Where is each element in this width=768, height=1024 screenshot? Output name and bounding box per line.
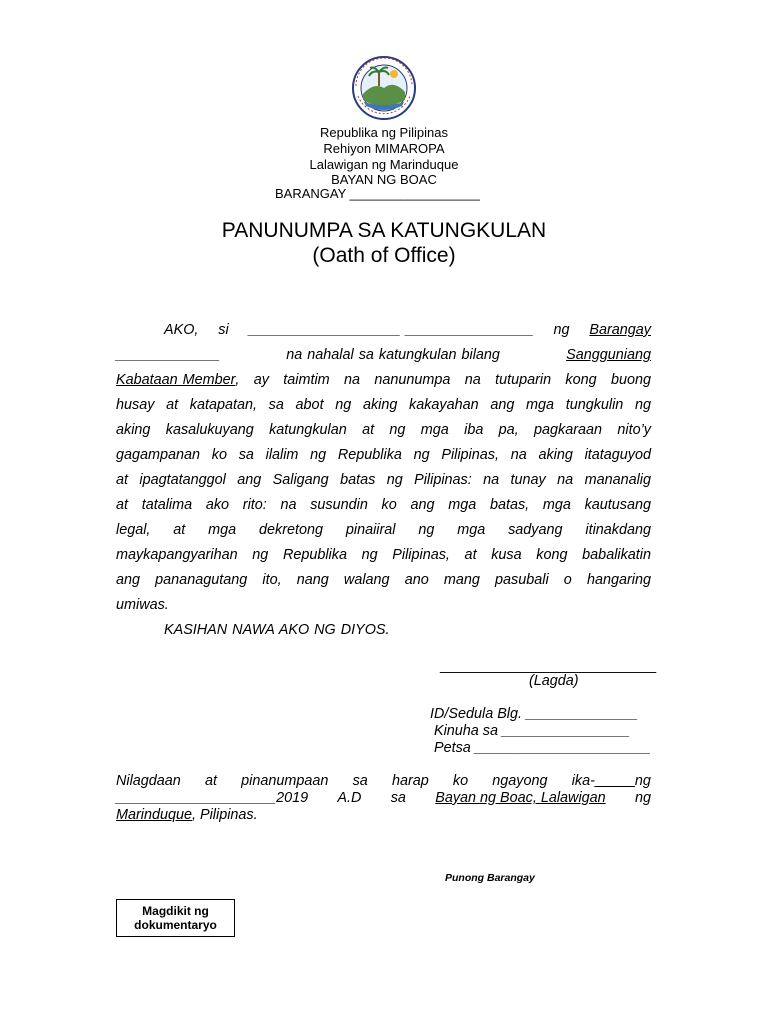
municipal-seal-icon (350, 56, 418, 120)
signature-line[interactable]: ___________________________ (440, 658, 657, 674)
oath-line: maykapangyarihan ng Republika ng Pilipinas, at kusa kong babalikatin (116, 547, 651, 563)
oath-line: husay at katapatan, sa abot ng aking kakayahan ang mga tungkulin ng (116, 397, 651, 413)
oath-closing: KASIHAN NAWA AKO NG DIYOS. (164, 622, 390, 638)
oath-line: gagampanan ko sa ilalim ng Republika ng Pilipinas, na aking itataguyod (116, 447, 651, 463)
page-title: PANUNUMPA SA KATUNGKULAN (221, 219, 547, 242)
oath-line: umiwas. (116, 597, 169, 613)
attest-line-1: Nilagdaan at pinanumpaan sa harap ko ngayong ika-_____ng (116, 773, 651, 789)
signature-label: (Lagda) (529, 673, 579, 689)
page-subtitle: (Oath of Office) (312, 244, 456, 267)
oath-line: Kabataan Member , ay taimtim na nanunumpa na tutuparin kong buong (116, 372, 651, 388)
oath-line: at ipagtatanggol ang Saligang batas ng Pilipinas: na tunay na mananalig (116, 472, 651, 488)
documentary-stamp-box: Magdikit ng dokumentaryo (116, 899, 235, 937)
oath-line: at tatalima ako rito: na susundin ko ang mga batas, mga kautusang (116, 497, 651, 513)
header-municipality: BAYAN NG BOAC (331, 172, 437, 187)
oath-body (116, 318, 651, 643)
header-barangay-field[interactable]: BARANGAY __________________ (275, 186, 480, 201)
attest-line-3: Marinduque, Pilipinas. (116, 807, 258, 823)
punong-barangay-label: Punong Barangay (445, 872, 535, 884)
oath-line: legal, at mga dekretong pinaiiral ng mga sadyang itinakdang (116, 522, 651, 538)
name-field[interactable]: ___________________ ________________ (248, 322, 534, 338)
attest-line-2: ____________________2019 A.D sa Bayan ng Boac, Lalawigan ng (116, 790, 651, 806)
oath-line: _____________ na nahalal sa katungkulan bilang Sangguniang (116, 343, 651, 368)
day-field[interactable]: _____ (594, 773, 635, 789)
oath-line: ang pananagutang ito, nang walang ano mang pasubali o hangaring (116, 572, 651, 588)
barangay-field[interactable]: _____________ (116, 347, 221, 363)
id-place-field[interactable]: Kinuha sa ________________ (434, 723, 631, 739)
id-date-field[interactable]: Petsa ______________________ (434, 740, 651, 756)
header-region: Rehiyon MIMAROPA (323, 141, 445, 156)
month-field[interactable]: ____________________2019 (116, 790, 309, 806)
oath-line: aking kasalukuyang katungkulan at ng mga iba pa, pagkaraan nito’y (116, 422, 651, 438)
header-province: Lalawigan ng Marinduque (309, 157, 459, 172)
id-number-field[interactable]: ID/Sedula Blg. ______________ (430, 706, 639, 722)
header-republic: Republika ng Pilipinas (320, 125, 448, 140)
oath-line: AKO, si ___________________ ________________ ng Barangay (116, 318, 651, 343)
